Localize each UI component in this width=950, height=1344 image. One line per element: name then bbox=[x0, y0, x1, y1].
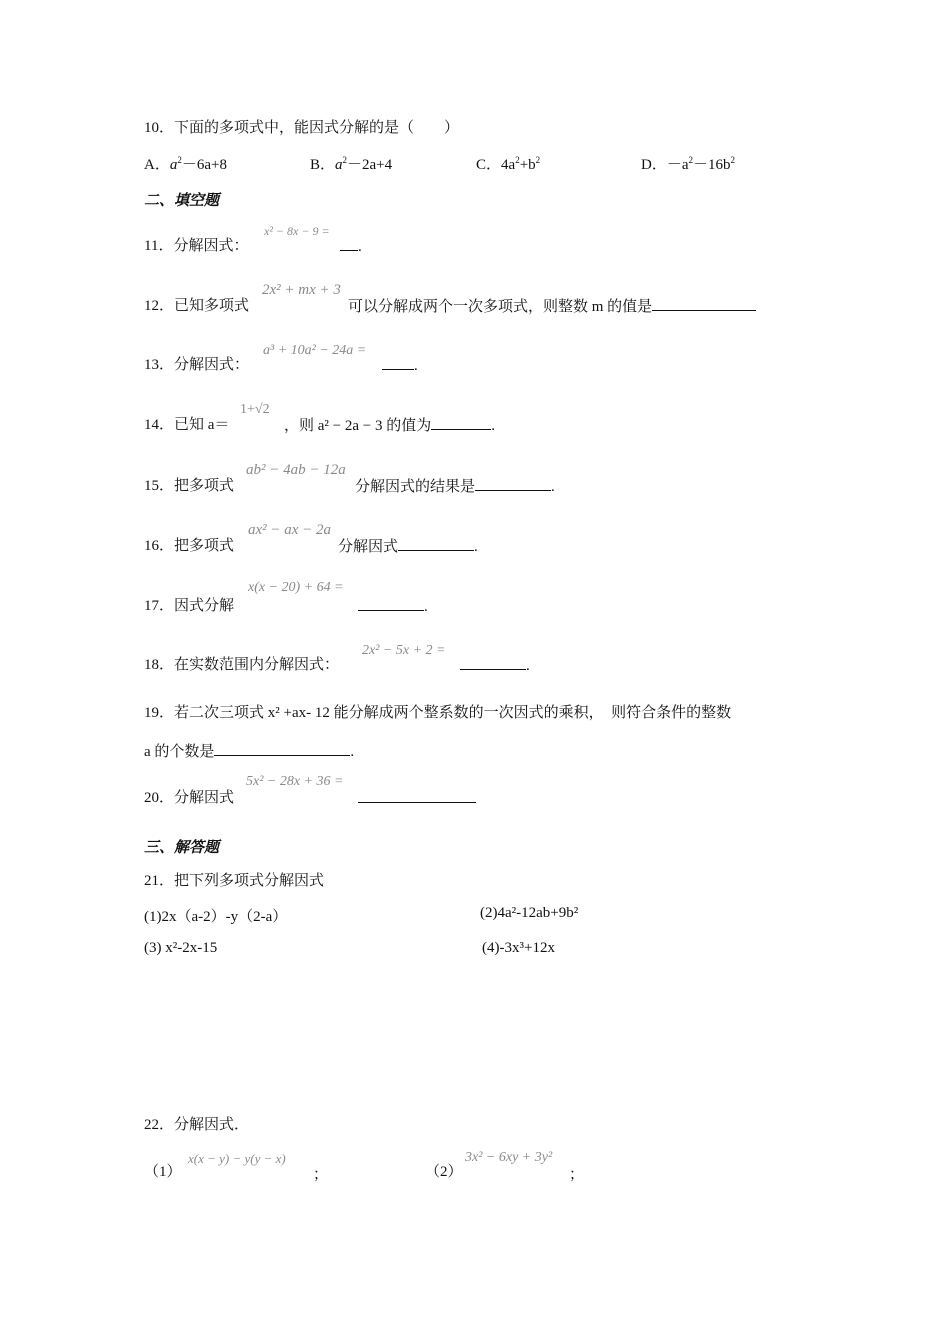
q12-expression: 2x² + mx + 3 bbox=[262, 282, 341, 298]
answer-blank[interactable] bbox=[460, 655, 526, 670]
q22-part-2-end: ； bbox=[569, 1167, 585, 1183]
question-18: 18．在实数范围内分解因式： bbox=[144, 657, 340, 673]
q16-tail: 分解因式 . bbox=[338, 536, 478, 557]
question-21: 21．把下列多项式分解因式 bbox=[144, 873, 325, 889]
option-a: A．$a^2-6a+8$ bbox=[144, 155, 227, 173]
answer-blank[interactable] bbox=[398, 536, 474, 551]
option-d: D．$-a^2-16b^2$ bbox=[641, 155, 736, 173]
q14-expression: 1+√2 bbox=[240, 402, 270, 417]
question-14: 14．已知 a＝ bbox=[144, 417, 230, 433]
q21-part-3: (3) x²-2x-15 bbox=[144, 940, 218, 956]
question-number: 10． bbox=[144, 120, 175, 136]
question-19: 19．若二次三项式 x² +ax- 12 能分解成两个整系数的一次因式的乘积， 则符合条件的整数 bbox=[144, 705, 732, 721]
q11-answer: . bbox=[340, 236, 362, 257]
question-12: 12．已知多项式 bbox=[144, 298, 250, 314]
question-11: 11．分解因式： bbox=[144, 238, 249, 254]
answer-blank[interactable] bbox=[358, 596, 424, 611]
q11-expression: x² − 8x − 9 = bbox=[264, 224, 330, 238]
q22-part-2-label: （2） bbox=[425, 1164, 463, 1180]
q15-expression: ab² − 4ab − 12a bbox=[246, 462, 346, 478]
question-17: 17．因式分解 bbox=[144, 598, 235, 614]
answer-blank[interactable] bbox=[340, 236, 358, 251]
section-heading-solve: 三、解答题 bbox=[144, 838, 220, 856]
q18-answer: . bbox=[460, 655, 530, 676]
q20-expression: 5x² − 28x + 36 = bbox=[246, 774, 344, 789]
question-stem: 下面的多项式中，能因式分解的是（ ） bbox=[174, 120, 460, 136]
question-20: 20．分解因式 bbox=[144, 790, 235, 806]
q17-answer: . bbox=[358, 596, 428, 617]
q13-expression: a³ + 10a² − 24a = bbox=[263, 343, 367, 358]
section-heading-fill-in: 二、填空题 bbox=[144, 191, 220, 209]
question-19-line2: a 的个数是 . bbox=[144, 741, 354, 762]
q18-expression: 2x² − 5x + 2 = bbox=[362, 643, 446, 658]
question-13: 13．分解因式： bbox=[144, 357, 250, 373]
q12-tail: 可以分解成两个一次多项式，则整数 m 的值是 bbox=[348, 296, 756, 317]
q22-part-1-end: ； bbox=[313, 1167, 329, 1183]
question-22: 22．分解因式． bbox=[144, 1117, 250, 1133]
q21-part-4: (4)-3x³+12x bbox=[482, 940, 555, 956]
question-15: 15．把多项式 bbox=[144, 478, 235, 494]
answer-blank[interactable] bbox=[382, 355, 414, 370]
q21-part-2: (2)4a²-12ab+9b² bbox=[480, 905, 579, 921]
q22-part-1-label: （1） bbox=[144, 1164, 182, 1180]
answer-blank[interactable] bbox=[431, 415, 491, 430]
answer-blank[interactable] bbox=[475, 476, 551, 491]
answer-blank[interactable] bbox=[358, 788, 476, 803]
q21-part-1: (1)2x（a-2）-y（2-a） bbox=[144, 909, 288, 925]
q15-tail: 分解因式的结果是 . bbox=[355, 476, 555, 497]
question-16: 16．把多项式 bbox=[144, 538, 235, 554]
answer-blank[interactable] bbox=[652, 296, 756, 311]
q16-expression: ax² − ax − 2a bbox=[248, 522, 332, 538]
option-b: B．$a^2-2a+4$ bbox=[310, 155, 393, 173]
q22-part-1-expression: x(x − y) − y(y − x) bbox=[188, 1151, 286, 1166]
q22-part-2-expression: 3x² − 6xy + 3y² bbox=[465, 1150, 553, 1165]
answer-blank[interactable] bbox=[214, 741, 350, 756]
q13-answer: . bbox=[382, 355, 418, 376]
option-c: C．$4a^2+b^2$ bbox=[476, 155, 541, 173]
q20-answer bbox=[358, 788, 476, 809]
q17-expression: x(x − 20) + 64 = bbox=[248, 580, 344, 595]
question-10 bbox=[144, 118, 459, 138]
q14-tail: ，则 a² − 2a − 3 的值为 . bbox=[284, 415, 495, 436]
